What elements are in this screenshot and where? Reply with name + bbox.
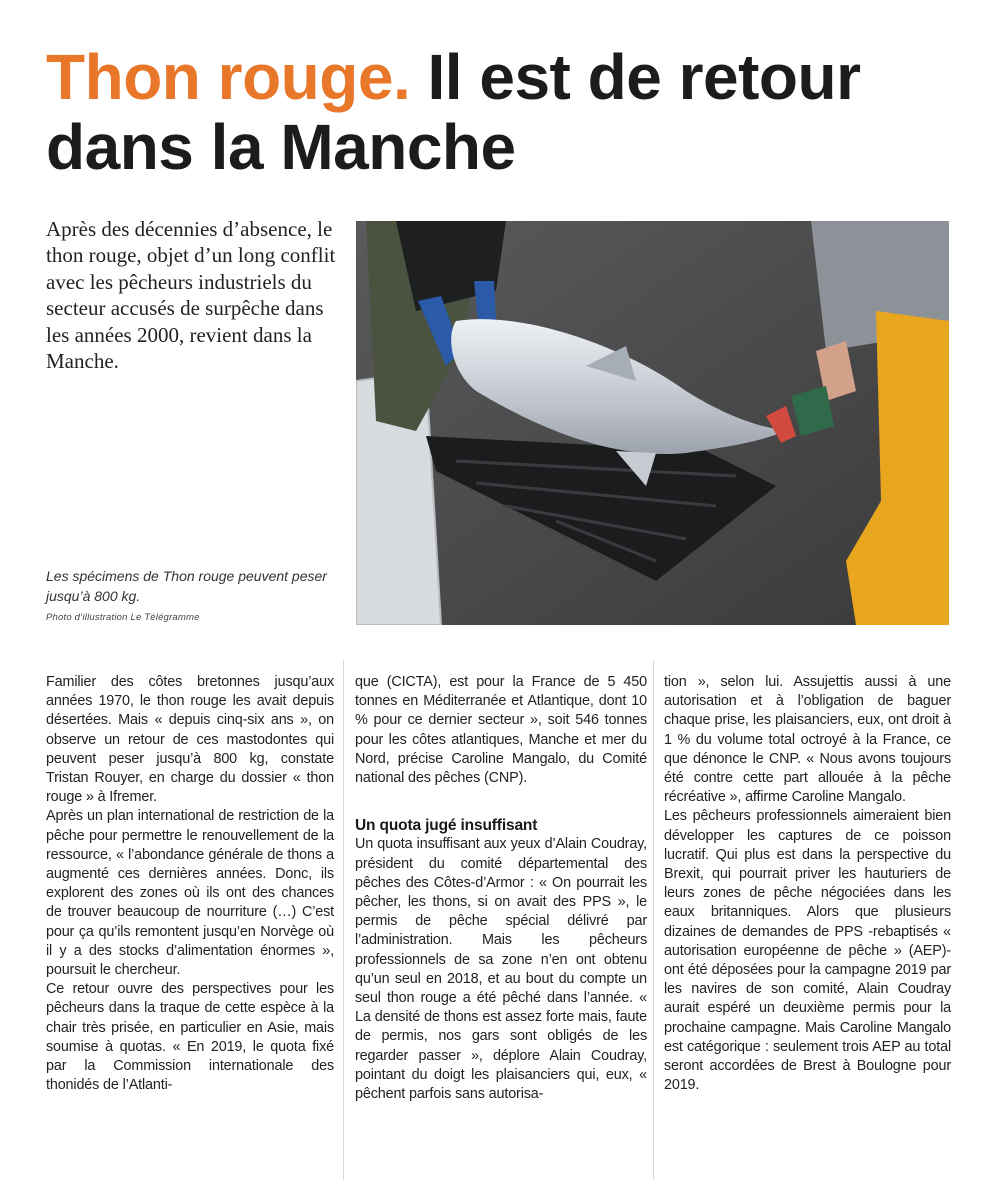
headline-kicker: Thon rouge. [46, 41, 411, 113]
photo-caption: Les spécimens de Thon rouge peuvent peser jusqu’à 800 kg. [46, 568, 327, 604]
body-paragraph: Ce retour ouvre des perspectives pour les pêcheurs dans la traque de cette espèce à la chair très prisée, en particulier en Asie, mais soumise à quotas. « En 2019, le quota fixé par la Commission internationale des thonidés de l’Atlanti- [46, 981, 334, 1094]
body-paragraph: Après un plan international de restriction de la pêche pour permettre le renouvellement de la ressource, « l’abondance générale de thons a augmenté ces dernières années. Donc, ils explorent des zones où ils ont des chances de trouver beaucoup de nourriture (…) C’est pour ça qu’ils remontent jusqu’en Norvège où il y a des stocks d’alimentation énormes », poursuit le chercheur. [46, 808, 334, 979]
photo-credit: Photo d’illustration Le Télégramme [46, 612, 200, 623]
column-divider [653, 660, 654, 1180]
column-divider [343, 660, 344, 1180]
column-3 [664, 673, 951, 1095]
subheading: Un quota jugé insuffisant [355, 817, 538, 835]
headline [46, 42, 966, 182]
body-paragraph: que (CICTA), est pour la France de 5 450 tonnes en Méditerranée et Atlantique, dont 10 % pour ce dernier secteur », soit 546 tonnes pour les côtes atlantiques, Manche et mer du Nord, précise Caroline Mangalo, du Comité national des pêches (CNP). [355, 674, 647, 787]
lede-paragraph: Après des décennies d’absence, le thon rouge, objet d’un long conflit avec les pêcheurs industriels du secteur accusés de surpêche dans les années 2000, revient dans la Manche. [46, 217, 336, 374]
body-paragraph: Un quota insuffisant aux yeux d’Alain Coudray, président du comité départemental des pêches des Côtes-d’Armor : « On pourrait les pêcher, les thons, si on avait des PPS », le permis de pêche spécial délivré par l’administration. Mais les pêcheurs professionnels de sa zone n’en ont obtenu qu’un seul en 2018, et au bout du compte un seul thon rouge a été pêché dans l’année. « La densité de thons est assez forte mais, faute de permis, nos gars sont obligés de les regarder passer », déplore Alain Coudray, pointant du doigt les plaisanciers qui, eux, « pêchent parfois sans autorisa- [355, 836, 647, 1103]
body-paragraph: tion », selon lui. Assujettis aussi à une autorisation et à l’obligation de baguer chaque prise, les plaisanciers, eux, ont droit à 1 % du volume total octroyé à la France, ce que dénonce le CNP. « Nous avons toujours été contre cette part allouée à la pêche récréative », affirme Caroline Mangalo. [664, 674, 951, 806]
body-paragraph: Les pêcheurs professionnels aimeraient bien développer les captures de ce poisson lucratif. Qui plus est dans la perspective du Brexit, qui pourrait priver les hauturiers de leurs zones de pêche négociées dans les eaux britanniques. Alors que plusieurs dizaines de demandes de PPS -rebaptisés « autorisation européenne de pêche » (AEP)- ont été déposées pour la campagne 2019 par les navires de son comité, Alain Coudray aurait espéré un deuxième permis pour la prochaine campagne. Mais Caroline Mangalo est catégorique : seulement trois AEP au total seront accordées de Brest à Boulogne pour 2019. [664, 808, 951, 1094]
column-2 [355, 673, 647, 1104]
column-1 [46, 673, 334, 1095]
tuna-photo [356, 221, 949, 625]
paragraph-spacer [355, 788, 647, 816]
headline-title: Il est de retour dans la Manche [46, 41, 861, 183]
body-paragraph: Familier des côtes bretonnes jusqu’aux années 1970, le thon rouge les avait depuis désertées. Mais « depuis cinq-six ans », on observe un retour de ces mastodontes qui peuvent peser jusqu’à 800 kg, constate Tristan Rouyer, en charge du dossier « thon rouge » à Ifremer. [46, 674, 334, 806]
